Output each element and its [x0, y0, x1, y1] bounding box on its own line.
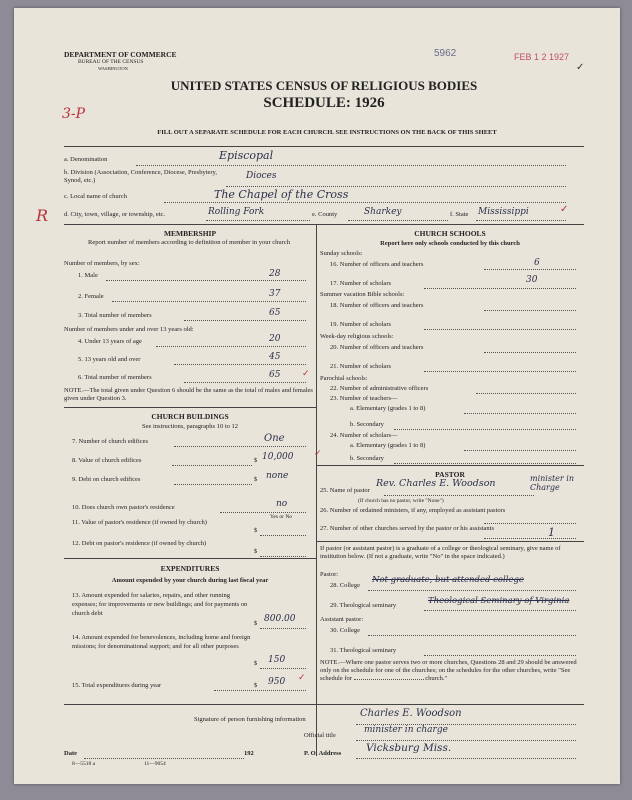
q29-value: Theological Seminary of Virginia: [428, 596, 570, 606]
q8-label: 8. Value of church edifices: [72, 457, 142, 464]
q28-value: Not graduate, but attended college: [372, 575, 524, 585]
q7-value: One: [264, 433, 285, 444]
q28-label: 28. College: [330, 582, 360, 589]
weekday-schools-label: Week-day religious schools:: [320, 333, 394, 340]
q2-value: 37: [269, 289, 281, 299]
q1-label: 1. Male: [78, 272, 98, 279]
check-mark-icon: ✓: [298, 672, 306, 682]
stamp-number: 5962: [434, 48, 457, 59]
q23b-label: b. Secondary: [350, 421, 384, 428]
summer-schools-label: Summer vacation Bible schools:: [320, 291, 405, 298]
pastor-note-text: NOTE.—Where one pastor serves two or more churches, Questions 28 and 29 should be answered only on the schedule for one of the churches; on the schedules for the other churches, write "See schedule for: [320, 659, 577, 682]
denomination-label: a. Denomination: [64, 156, 108, 163]
q14-label: 14. Amount expended for benevolences, including home and foreign missions; for denominational support; and for all other purposes: [72, 634, 251, 650]
state-label: f. State: [450, 211, 469, 218]
assistant-pastor-label: Assistant pastor:: [320, 616, 364, 623]
pastor-label: Pastor:: [320, 571, 339, 578]
check-mark-icon: ✓: [560, 204, 569, 215]
q17-label: 17. Number of scholars: [330, 280, 392, 287]
q25-hint: (If church has no pastor, write "None"): [358, 498, 444, 504]
division-label: b. Division (Association, Conference, Diocese, Presbytery, Synod, etc.): [64, 169, 218, 184]
form-title: UNITED STATES CENSUS OF RELIGIOUS BODIES: [170, 78, 478, 93]
check-mark-icon: ✓: [576, 62, 585, 73]
pastor-note: [320, 659, 582, 683]
q24-label: 24. Number of scholars—: [330, 432, 398, 439]
q11-dollar: $: [254, 527, 258, 534]
q13-label: 13. Amount expended for salaries, repairs, and other running expenses; for improvements or new buildings; and for payments on church debt: [72, 592, 248, 617]
q25-value: Rev. Charles E. Woodson: [376, 478, 496, 489]
bureau-name: BUREAU OF THE CENSUS: [78, 59, 144, 65]
q15-label: 15. Total expenditures during year: [72, 682, 162, 689]
q9-value: none: [266, 471, 289, 481]
expenditures-intro: Amount expended by your church during last fiscal year: [111, 577, 269, 584]
membership-title: MEMBERSHIP: [163, 229, 217, 238]
official-title-label: Official title: [304, 732, 336, 739]
q13-dollar: $: [254, 620, 258, 627]
q3-value: 65: [269, 308, 281, 318]
pastor-title: PASTOR: [435, 470, 465, 479]
membership-intro: Report number of members according to definition of member in your church: [88, 239, 290, 246]
q10-value: no: [276, 499, 288, 509]
q11-label: 11. Value of pastor's residence (if owned by church): [72, 519, 207, 526]
church-name-value: The Chapel of the Cross: [214, 188, 349, 201]
schools-intro: Report here only schools conducted by this church: [380, 240, 520, 247]
received-date-stamp: FEB 1 2 1927: [514, 52, 570, 62]
q25-note: minister in Charge: [530, 474, 574, 492]
yes-no-hint: Yes or No: [270, 514, 293, 520]
q8-dollar: $: [254, 457, 258, 464]
q1-value: 28: [269, 269, 281, 279]
signature-label: Signature of person furnishing information: [194, 716, 306, 723]
form-subtitle: SCHEDULE: 1926: [263, 95, 385, 111]
q13-value: 800.00: [264, 614, 296, 624]
q14-value: 150: [268, 655, 286, 665]
q6-value: 65: [269, 370, 281, 380]
q10-label: 10. Does church own pastor's residence: [72, 504, 175, 511]
po-address-label: P. O. Address: [304, 750, 342, 757]
margin-r-mark: R: [36, 206, 49, 225]
q4-value: 20: [269, 334, 281, 344]
q5-value: 45: [269, 352, 281, 362]
q8-value: 10,000: [262, 452, 294, 462]
denomination-value: Episcopal: [219, 149, 274, 162]
date-year: 192: [244, 750, 254, 757]
q17-value: 30: [526, 275, 538, 285]
q24b-label: b. Secondary: [350, 455, 384, 462]
q5-label: 5. 13 years old and over: [78, 356, 141, 363]
department-name: DEPARTMENT OF COMMERCE: [64, 50, 177, 59]
q23-label: 23. Number of teachers—: [330, 395, 398, 402]
check-mark-icon: ✓: [302, 368, 310, 378]
q3-label: 3. Total number of members: [78, 312, 152, 319]
q2-label: 2. Female: [78, 293, 104, 300]
q12-dollar: $: [254, 548, 258, 555]
county-value: Sharkey: [364, 207, 402, 217]
church-name-label: c. Local name of church: [64, 193, 127, 200]
q16-value: 6: [534, 258, 540, 268]
q16-label: 16. Number of officers and teachers: [330, 261, 424, 268]
city-value: Rolling Fork: [208, 207, 265, 217]
state-value: Mississippi: [478, 207, 529, 217]
date-label: Date: [64, 750, 77, 757]
check-mark-icon: ✓: [314, 448, 322, 458]
q18-label: 18. Number of officers and teachers: [330, 302, 424, 309]
q27-label: 27. Number of other churches served by the pastor or his assistants: [320, 525, 495, 532]
q12-label: 12. Debt on pastor's residence (if owned by church): [72, 540, 207, 547]
q14-dollar: $: [254, 660, 258, 667]
expenditures-title: EXPENDITURES: [160, 564, 220, 573]
q9-dollar: $: [254, 476, 258, 483]
q22-label: 22. Number of administrative officers: [330, 385, 429, 392]
q23a-label: a. Elementary (grades 1 to 8): [350, 405, 426, 412]
q9-label: 9. Debt on church edifices: [72, 476, 141, 483]
buildings-title: CHURCH BUILDINGS: [151, 412, 229, 421]
city-label: d. City, town, village, or township, etc.: [64, 211, 166, 218]
q31-label: 31. Theological seminary: [330, 647, 397, 654]
pastor-note-end: church.": [425, 675, 448, 682]
age-intro-label: Number of members under and over 13 years old:: [64, 326, 194, 333]
members-by-sex-label: Number of members, by sex:: [64, 260, 140, 267]
q30-label: 30. College: [330, 627, 360, 634]
print-number: 11—9054: [144, 761, 166, 767]
q20-label: 20. Number of officers and teachers: [330, 344, 424, 351]
q4-label: 4. Under 13 years of age: [78, 338, 142, 345]
margin-annotation: 3-P: [62, 106, 86, 122]
schools-title: CHURCH SCHOOLS: [414, 229, 486, 238]
division-value: Dioces: [246, 171, 277, 181]
q27-value: 1: [548, 526, 555, 539]
q6-label: 6. Total number of members: [78, 374, 152, 381]
bureau-city: WASHINGTON: [98, 66, 128, 71]
signature-value: Charles E. Woodson: [360, 708, 462, 719]
po-address-value: Vicksburg Miss.: [366, 742, 452, 754]
county-label: e. County: [312, 211, 338, 218]
instructions-banner: FILL OUT A SEPARATE SCHEDULE FOR EACH CHURCH. SEE INSTRUCTIONS ON THE BACK OF THIS SHEET: [157, 129, 497, 136]
q15-value: 950: [268, 677, 286, 687]
buildings-intro: See instructions, paragraphs 10 to 12: [141, 423, 239, 430]
form-number: 8—5518 a: [72, 761, 96, 767]
membership-note: NOTE.—The total given under Question 6 should be the same as the total of males and females given under Question 3.: [64, 387, 313, 402]
official-title-value: minister in charge: [364, 725, 448, 735]
q19-label: 19. Number of scholars: [330, 321, 392, 328]
parochial-schools-label: Parochial schools:: [320, 375, 368, 382]
q24a-label: a. Elementary (grades 1 to 8): [350, 442, 426, 449]
q26-label: 26. Number of ordained ministers, if any, employed as assistant pastors: [320, 507, 506, 514]
graduate-instructions: If pastor (or assistant pastor) is a graduate of a college or theological seminary, give name of institution below. (If not a graduate, write "No" in the space indicated.): [320, 545, 561, 560]
q21-label: 21. Number of scholars: [330, 363, 392, 370]
q25-label: 25. Name of pastor: [320, 487, 370, 494]
q29-label: 29. Theological seminary: [330, 602, 397, 609]
q7-label: 7. Number of church edifices: [72, 438, 148, 445]
sunday-schools-label: Sunday schools:: [320, 250, 363, 257]
q15-dollar: $: [254, 682, 258, 689]
census-schedule-page: [14, 8, 620, 784]
